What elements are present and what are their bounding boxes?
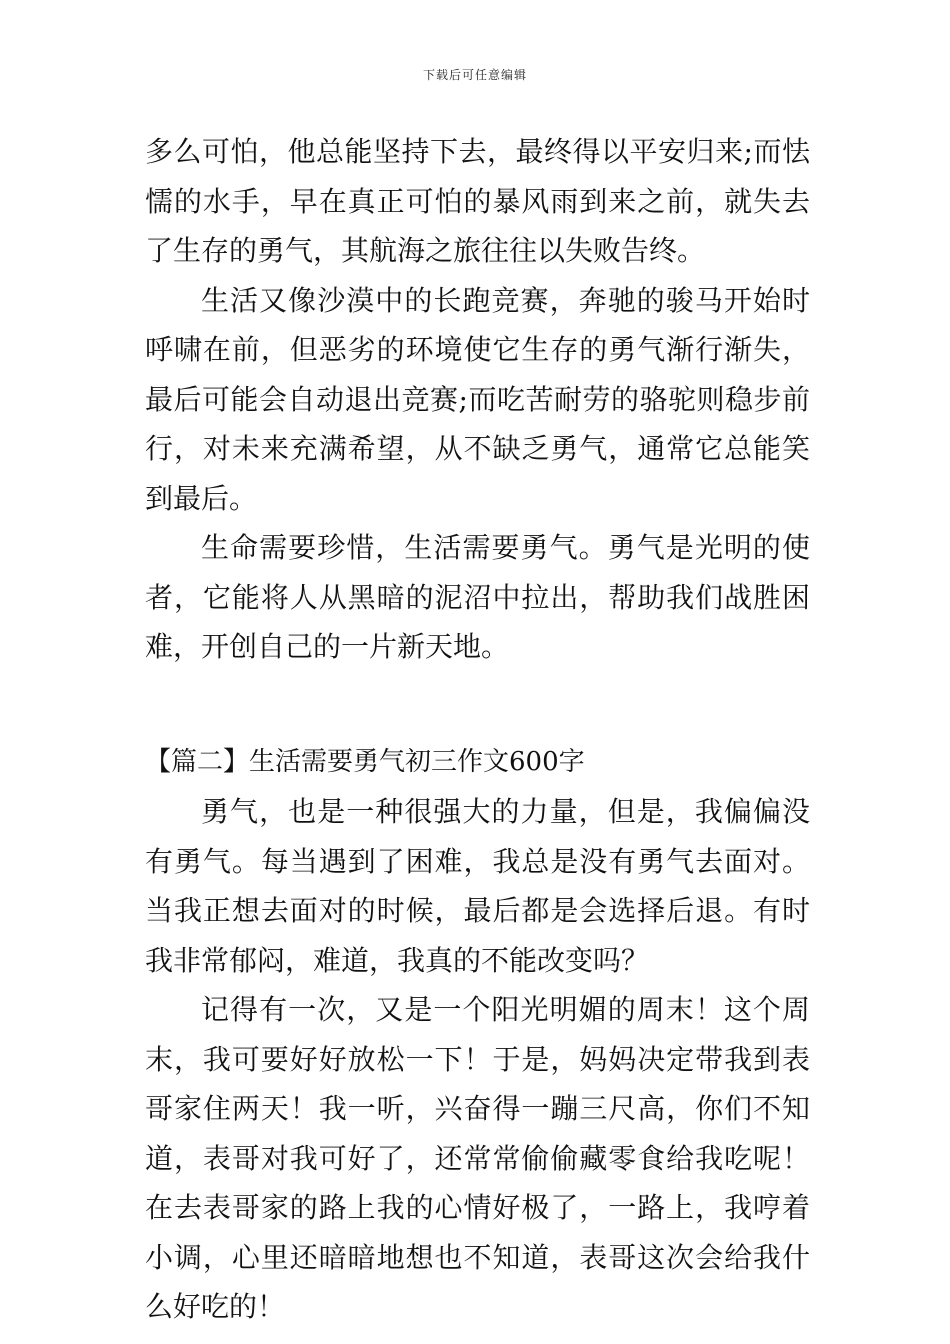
document-body xyxy=(145,127,810,1332)
paragraph-desert-race: 生活又像沙漠中的长跑竞赛，奔驰的骏马开始时呼啸在前，但恶劣的环境使它生存的勇气渐行渐失，最后可能会自动退出竞赛;而吃苦耐劳的骆驼则稳步前行，对未来充满希望，从不缺乏勇气，通常它总能笑到最后。 xyxy=(145,283,810,515)
paragraph-weekend-story: 记得有一次，又是一个阳光明媚的周末！这个周末，我可要好好放松一下！于是，妈妈决定带我到表哥家住两天！我一听，兴奋得一蹦三尺高，你们不知道，表哥对我可好了，还常常偷偷藏零食给我吃呢！在去表哥家的路上我的心情好极了，一路上，我哼着小调，心里还暗暗地想也不知道，表哥这次会给我什么好吃的！ xyxy=(145,993,810,1323)
section-spacer xyxy=(145,672,810,738)
header-note: 下载后可任意编辑 xyxy=(422,68,527,82)
section-title: 【篇二】生活需要勇气初三作文600字 xyxy=(145,746,585,777)
paragraph-life-courage: 生命需要珍惜，生活需要勇气。勇气是光明的使者，它能将人从黑暗的泥沼中拉出，帮助我们战胜困难，开创自己的一片新天地。 xyxy=(145,531,810,663)
paragraph-continuation: 多么可怕，他总能坚持下去，最终得以平安归来;而怯懦的水手，早在真正可怕的暴风雨到来之前，就失去了生存的勇气，其航海之旅往往以失败告终。 xyxy=(145,135,810,267)
paragraph-no-courage: 勇气，也是一种很强大的力量，但是，我偏偏没有勇气。每当遇到了困难，我总是没有勇气去面对。当我正想去面对的时候，最后都是会选择后退。有时我非常郁闷，难道，我真的不能改变吗？ xyxy=(145,795,810,977)
